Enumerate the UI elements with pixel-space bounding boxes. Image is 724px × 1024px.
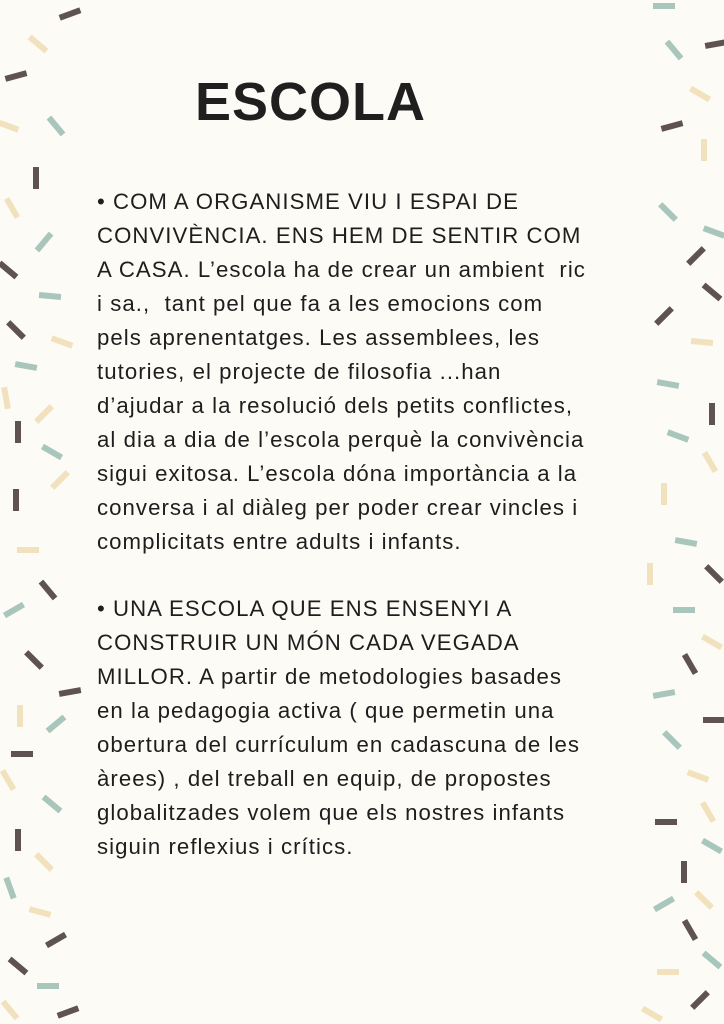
confetti-dash [682, 919, 698, 941]
confetti-dash [28, 35, 49, 54]
confetti-dash [17, 547, 39, 553]
confetti-dash [700, 801, 716, 823]
text-line: conversa i al diàleg per poder crear vincles i [97, 495, 579, 520]
confetti-dash [701, 838, 723, 854]
confetti-dash [641, 1006, 663, 1022]
confetti-dash [686, 246, 706, 266]
text-line: sigui exitosa. L’escola dóna importància a la [97, 461, 578, 486]
confetti-dash [701, 139, 707, 161]
confetti-dash [653, 689, 676, 699]
text-line: CONVIVÈNCIA. ENS HEM DE SENTIR COM [97, 223, 582, 248]
confetti-dash [37, 983, 59, 989]
confetti-dash [661, 120, 684, 131]
confetti-dash [0, 769, 16, 791]
confetti-dash [15, 829, 21, 851]
confetti-dash [15, 421, 21, 443]
confetti-dash [35, 232, 54, 253]
confetti-dash [46, 715, 67, 734]
confetti-dash [51, 335, 74, 348]
text-line: pels aprenentatges. Les assemblees, les [97, 325, 541, 350]
confetti-dash [653, 3, 675, 9]
confetti-dash [33, 167, 39, 189]
confetti-dash [59, 7, 82, 20]
text-line: • COM A ORGANISME VIU I ESPAI DE [97, 189, 519, 214]
confetti-dash [655, 819, 677, 825]
confetti-dash [4, 197, 20, 219]
confetti-dash [41, 444, 63, 460]
confetti-dash [667, 429, 690, 442]
confetti-dash [5, 70, 28, 81]
confetti-dash [57, 1005, 80, 1018]
text-line: MILLOR. A partir de metodologies basades [97, 664, 563, 689]
confetti-dash [690, 990, 710, 1010]
confetti-dash [675, 537, 698, 547]
confetti-dash [691, 338, 713, 346]
confetti-dash [11, 751, 33, 757]
confetti-dash [1, 387, 11, 410]
confetti-dash [50, 470, 70, 490]
confetti-dash [15, 361, 38, 371]
confetti-dash [17, 705, 23, 727]
confetti-dash [8, 957, 29, 976]
confetti-dash [0, 119, 19, 132]
confetti-dash [702, 951, 723, 970]
confetti-dash [39, 292, 61, 300]
confetti-dash [687, 769, 710, 782]
text-line: CONSTRUIR UN MÓN CADA VEGADA [97, 630, 520, 655]
confetti-dash [45, 932, 67, 948]
text-line: en la pedagogia activa ( que permetin una [97, 698, 555, 723]
confetti-dash [29, 906, 52, 917]
text-line: obertura del currículum en cadascuna de les [97, 732, 580, 757]
confetti-dash [42, 795, 63, 814]
confetti-dash [703, 717, 724, 723]
text-line: tutories, el projecte de filosofia ...han [97, 359, 502, 384]
confetti-dash [1, 1000, 20, 1021]
confetti-dash [703, 225, 724, 238]
confetti-dash [704, 564, 724, 584]
text-line: àrees) , del treball en equip, de propostes [97, 766, 552, 791]
confetti-dash [673, 607, 695, 613]
confetti-dash [709, 403, 715, 425]
confetti-dash [24, 650, 44, 670]
text-line: d’ajudar a la resolució dels petits conflictes, [97, 393, 574, 418]
page-title: ESCOLA [195, 72, 427, 132]
confetti-dash [701, 634, 723, 650]
text-line: complicitats entre adults i infants. [97, 529, 462, 554]
confetti-dash [13, 489, 19, 511]
text-line: siguin reflexius i crítics. [97, 834, 354, 859]
confetti-dash [657, 379, 680, 389]
paragraph-construir-un-mon [97, 592, 580, 864]
confetti-dash [653, 896, 675, 912]
confetti-dash [657, 969, 679, 975]
confetti-dash [3, 877, 16, 900]
confetti-dash [0, 261, 18, 280]
confetti-dash [689, 86, 711, 102]
confetti-dash [34, 404, 54, 424]
confetti-dash [6, 320, 26, 340]
text-line: A CASA. L’escola ha de crear un ambient ric [97, 257, 586, 282]
confetti-dash [702, 451, 718, 473]
text-line: globalitzades volem que els nostres infants [97, 800, 566, 825]
text-line: al dia a dia de l’escola perquè la convivència [97, 427, 585, 452]
confetti-dash [662, 730, 682, 750]
confetti-dash [3, 602, 25, 618]
confetti-dash [647, 563, 653, 585]
confetti-dash [34, 852, 54, 872]
confetti-dash [705, 39, 724, 49]
text-line: • UNA ESCOLA QUE ENS ENSENYI A [97, 596, 513, 621]
confetti-dash [47, 116, 66, 137]
confetti-dash [682, 653, 698, 675]
confetti-dash [665, 40, 684, 61]
confetti-dash [654, 306, 674, 326]
confetti-dash [694, 890, 714, 910]
confetti-dash [681, 861, 687, 883]
confetti-dash [661, 483, 667, 505]
confetti-dash [702, 283, 723, 302]
confetti-dash [39, 580, 58, 601]
confetti-dash [658, 202, 678, 222]
paragraph-convivencia [97, 185, 586, 559]
confetti-dash [59, 687, 82, 697]
text-line: i sa., tant pel que fa a les emocions com [97, 291, 544, 316]
